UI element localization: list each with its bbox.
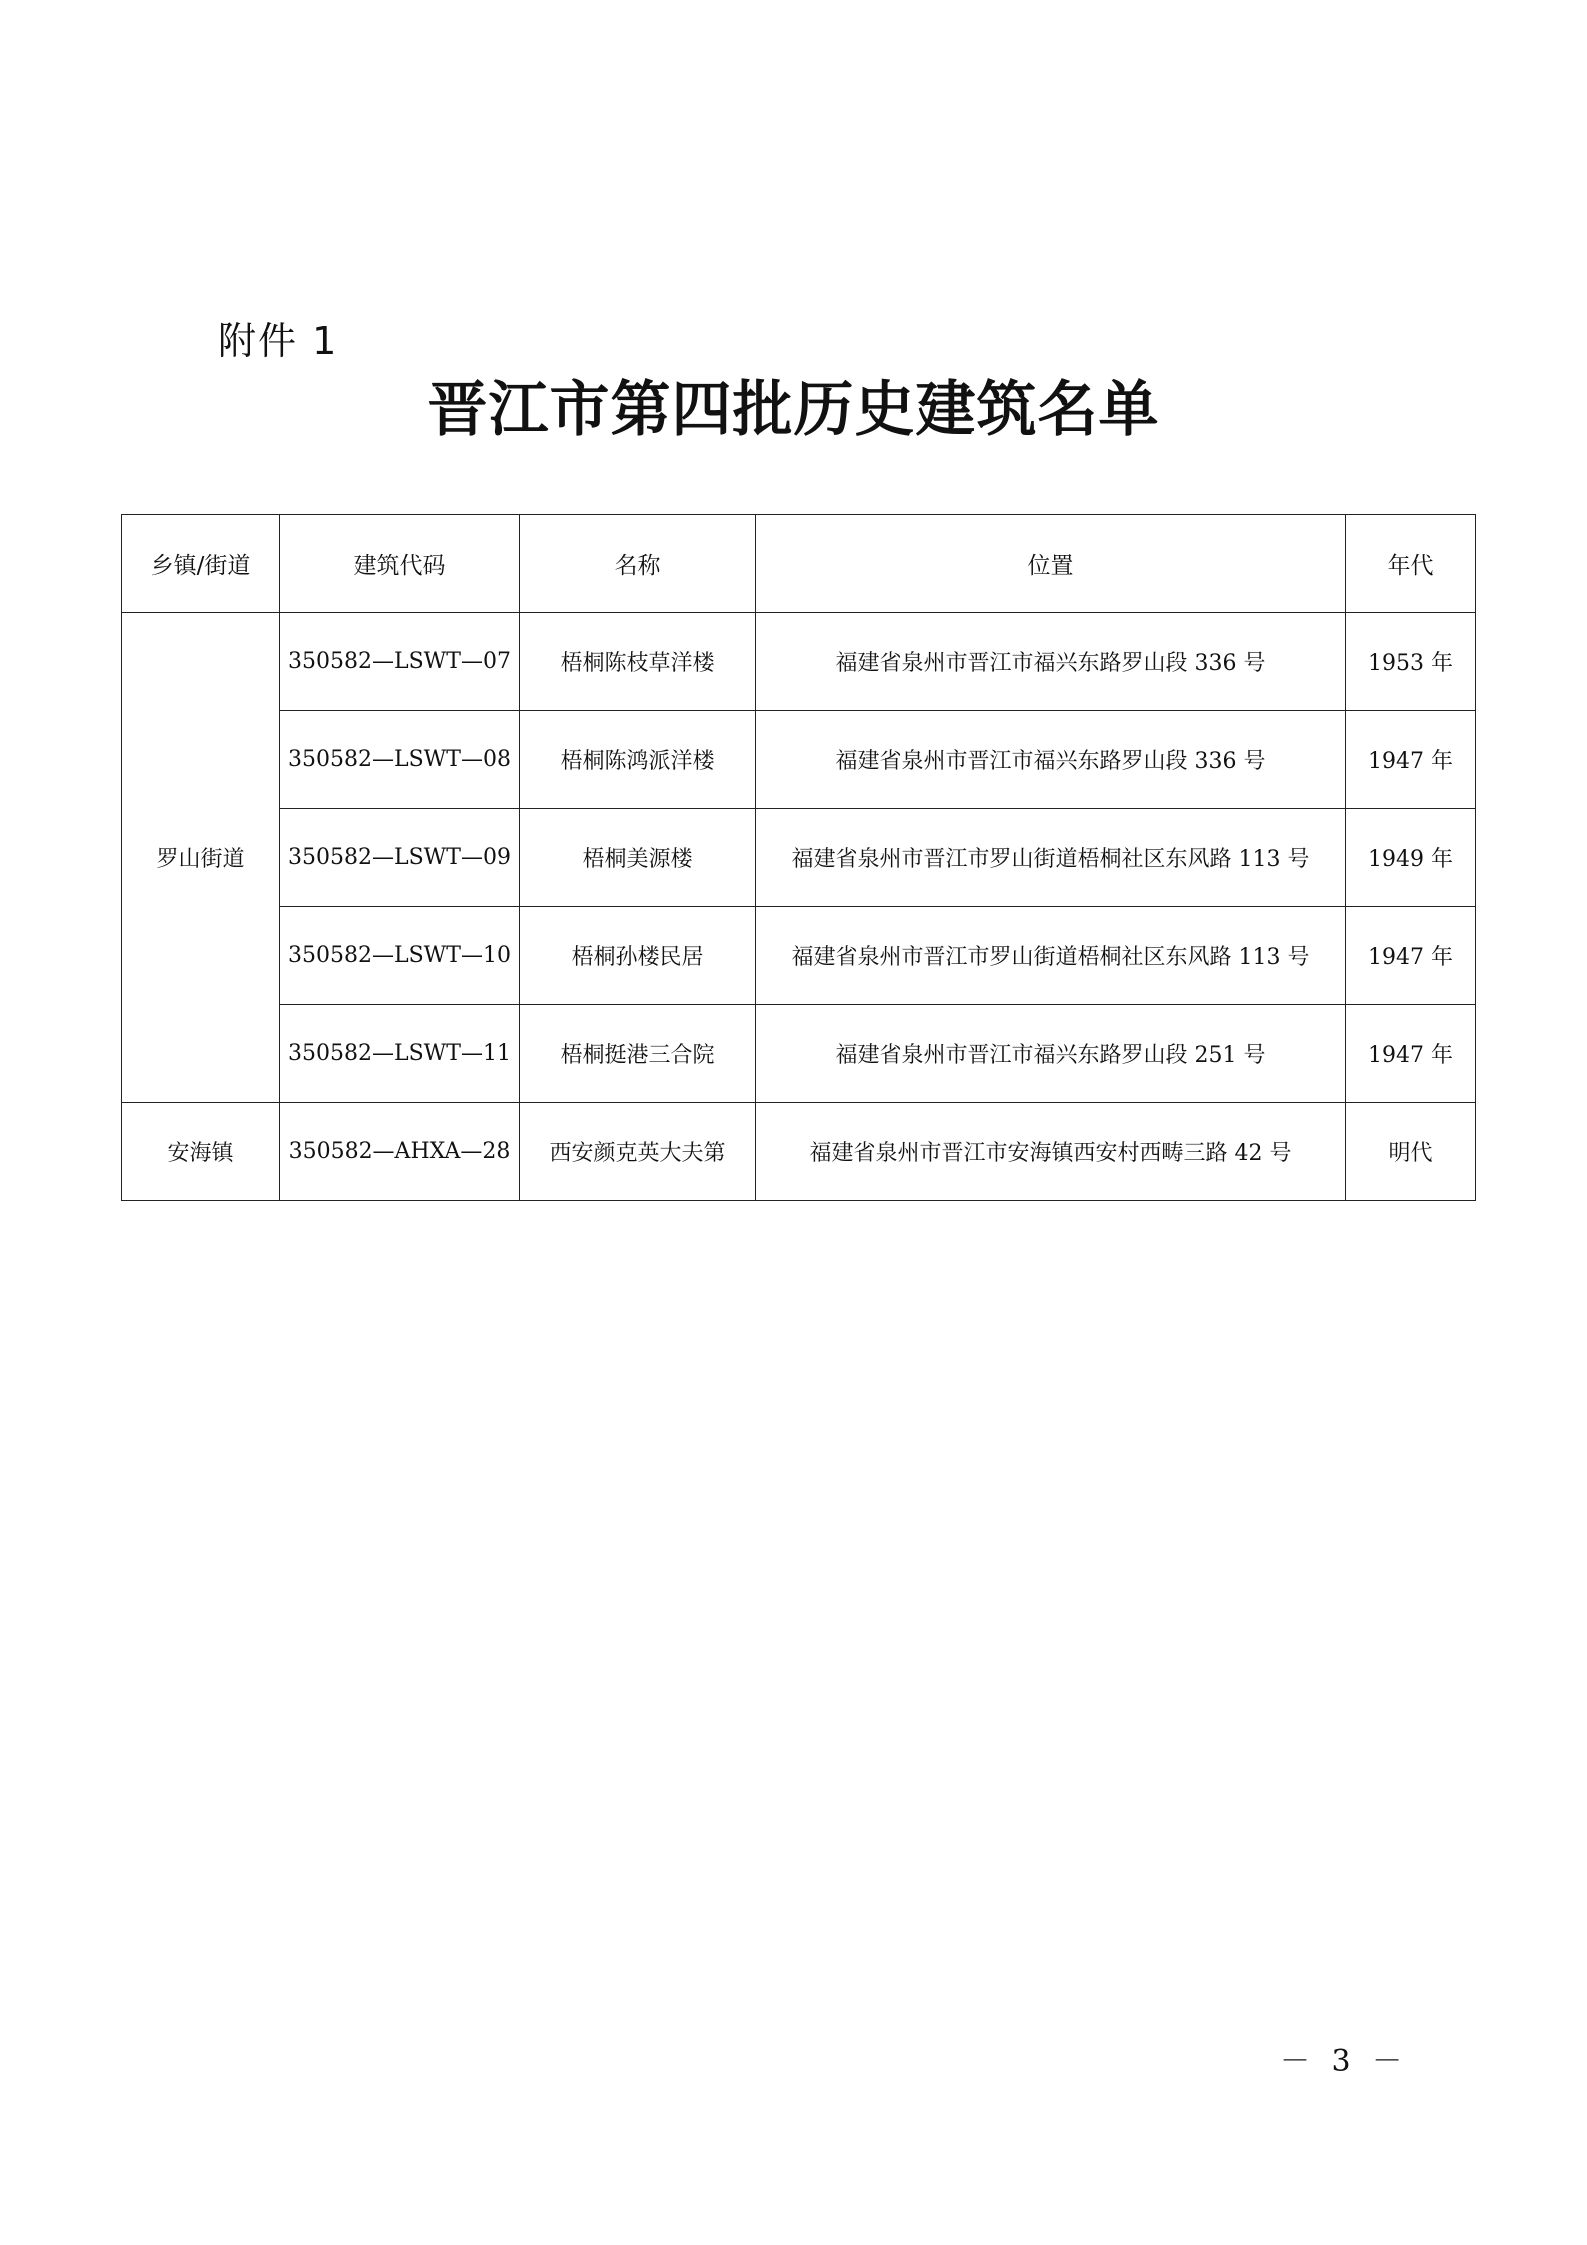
table-row — [122, 1103, 1476, 1201]
document-title: 晋江市第四批历史建筑名单 — [427, 375, 1160, 445]
name-cell: 梧桐陈鸿派洋楼 — [520, 711, 756, 809]
name-cell: 梧桐陈枝草洋楼 — [520, 613, 756, 711]
table-row — [122, 907, 1476, 1005]
code-cell: 350582—LSWT—11 — [280, 1005, 520, 1103]
name-cell: 梧桐美源楼 — [520, 809, 756, 907]
table-row — [122, 613, 1476, 711]
table-header-row — [122, 515, 1476, 613]
era-cell: 1947 年 — [1346, 1005, 1476, 1103]
table-row — [122, 809, 1476, 907]
name-cell: 梧桐挺港三合院 — [520, 1005, 756, 1103]
name-cell: 西安颜克英大夫第 — [520, 1103, 756, 1201]
attachment-label: 附件 1 — [218, 319, 339, 363]
town-cell: 安海镇 — [122, 1103, 280, 1201]
historic-buildings-table — [121, 514, 1476, 1201]
location-cell: 福建省泉州市晋江市福兴东路罗山段 336 号 — [756, 711, 1346, 809]
location-cell: 福建省泉州市晋江市罗山街道梧桐社区东风路 113 号 — [756, 907, 1346, 1005]
header-name: 名称 — [520, 515, 756, 613]
era-cell: 1949 年 — [1346, 809, 1476, 907]
header-code: 建筑代码 — [280, 515, 520, 613]
table-row — [122, 1005, 1476, 1103]
era-cell: 1947 年 — [1346, 907, 1476, 1005]
name-cell: 梧桐孙楼民居 — [520, 907, 756, 1005]
page-number: － 3 － — [1280, 2044, 1409, 2079]
town-cell: 罗山街道 — [122, 613, 280, 1103]
header-era: 年代 — [1346, 515, 1476, 613]
table-row — [122, 711, 1476, 809]
location-cell: 福建省泉州市晋江市福兴东路罗山段 251 号 — [756, 1005, 1346, 1103]
location-cell: 福建省泉州市晋江市罗山街道梧桐社区东风路 113 号 — [756, 809, 1346, 907]
code-cell: 350582—AHXA—28 — [280, 1103, 520, 1201]
code-cell: 350582—LSWT—08 — [280, 711, 520, 809]
era-cell: 1953 年 — [1346, 613, 1476, 711]
header-location: 位置 — [756, 515, 1346, 613]
era-cell: 1947 年 — [1346, 711, 1476, 809]
header-town: 乡镇/街道 — [122, 515, 280, 613]
location-cell: 福建省泉州市晋江市福兴东路罗山段 336 号 — [756, 613, 1346, 711]
location-cell: 福建省泉州市晋江市安海镇西安村西畴三路 42 号 — [756, 1103, 1346, 1201]
code-cell: 350582—LSWT—10 — [280, 907, 520, 1005]
code-cell: 350582—LSWT—09 — [280, 809, 520, 907]
code-cell: 350582—LSWT—07 — [280, 613, 520, 711]
era-cell: 明代 — [1346, 1103, 1476, 1201]
